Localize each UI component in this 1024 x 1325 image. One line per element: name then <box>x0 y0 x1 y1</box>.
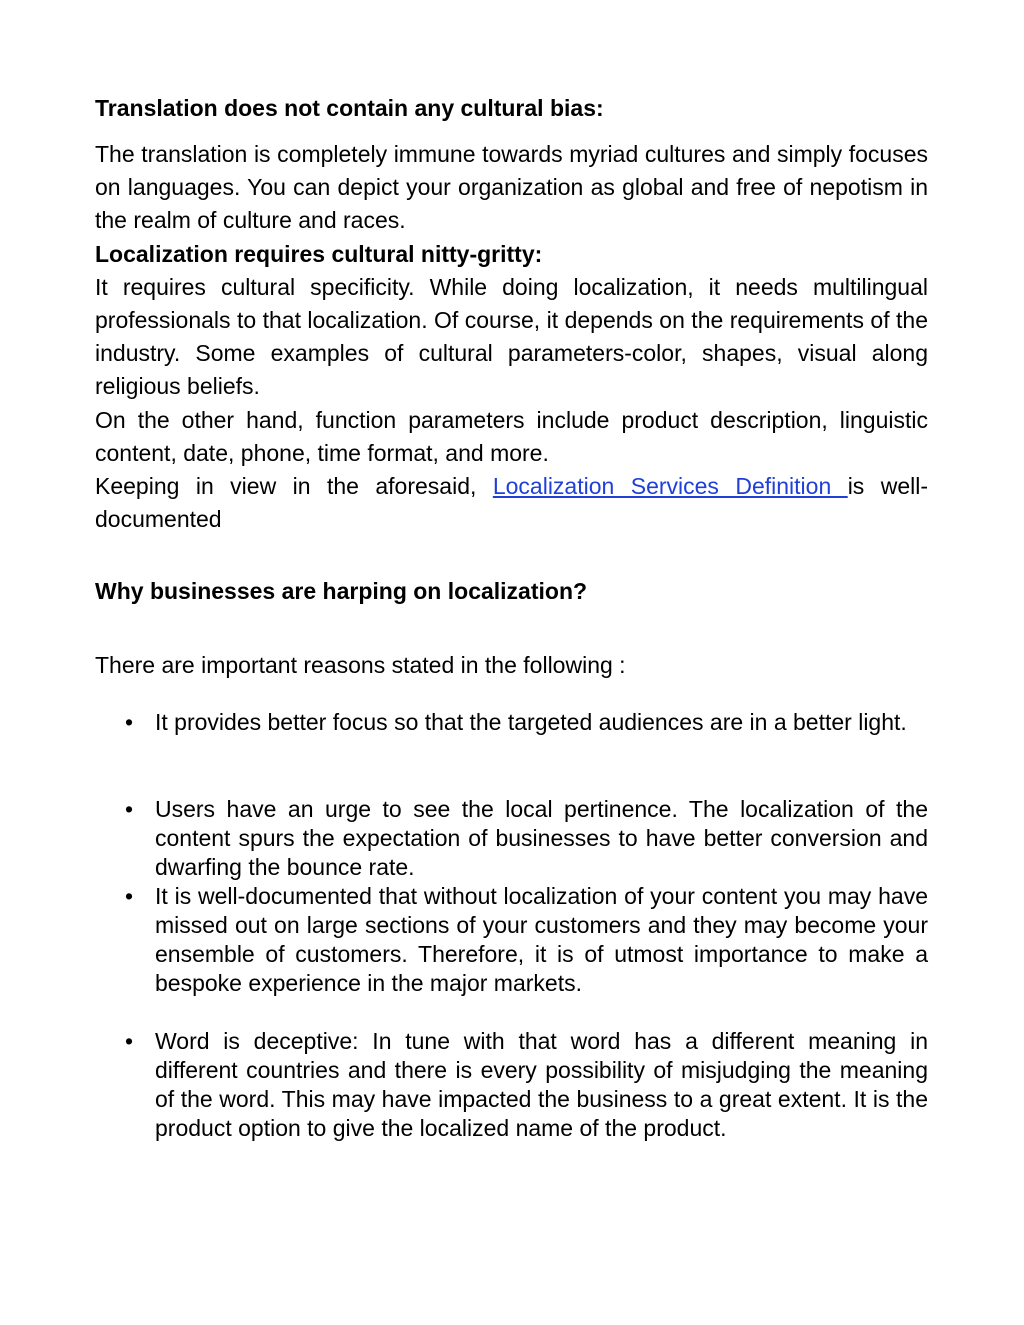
heading-localization-requirements: Localization requires cultural nitty-gritty: <box>95 241 543 267</box>
paragraph-aforesaid <box>95 470 928 536</box>
paragraph-aforesaid-tail: is well-documented <box>95 473 929 532</box>
list-item-text: It is well-documented that without localization of your content you may have missed out on large sections of your customers and they may become your ensemble of customers. Therefore, it is of utmost importance to make a bespoke experience in the major markets. <box>155 883 928 996</box>
list-item-text: Word is deceptive: In tune with that word has a different meaning in different countries and there is every possibility of misjudging the meaning of the word. This may have impacted the business to a great extent. It is the product option to give the localized name of the product. <box>155 1028 928 1141</box>
heading-cultural-bias: Translation does not contain any cultural bias: <box>95 95 604 121</box>
paragraph-function-parameters: On the other hand, function parameters include product description, linguistic content, date, phone, time format, and more. <box>95 407 928 466</box>
list-item-text: Users have an urge to see the local pertinence. The localization of the content spurs the expectation of businesses to have better conversion and dwarfing the bounce rate. <box>155 796 928 880</box>
bullet-marker: • <box>125 883 134 909</box>
paragraph-aforesaid-lead: Keeping in view in the aforesaid, <box>95 473 493 499</box>
list-item-text: It provides better focus so that the targeted audiences are in a better light. <box>155 709 907 735</box>
bullet-marker: • <box>125 709 134 735</box>
paragraph-cultural-specificity: It requires cultural specificity. While doing localization, it needs multilingual professionals to that localization. Of course, it depends on the requirements of the industry. Some examples of cultural parameters-color, shapes, visual along religious beliefs. <box>95 274 928 399</box>
bullet-marker: • <box>125 1028 134 1054</box>
bullet-marker: • <box>125 796 134 822</box>
paragraph-translation: The translation is completely immune towards myriad cultures and simply focuses on languages. You can depict your organization as global and free of nepotism in the realm of culture and races. <box>95 141 928 233</box>
paragraph-intro: There are important reasons stated in the following : <box>95 652 626 678</box>
heading-why-businesses: Why businesses are harping on localization? <box>95 578 588 604</box>
localization-services-definition-link[interactable]: Localization Services Definition <box>492 473 848 499</box>
